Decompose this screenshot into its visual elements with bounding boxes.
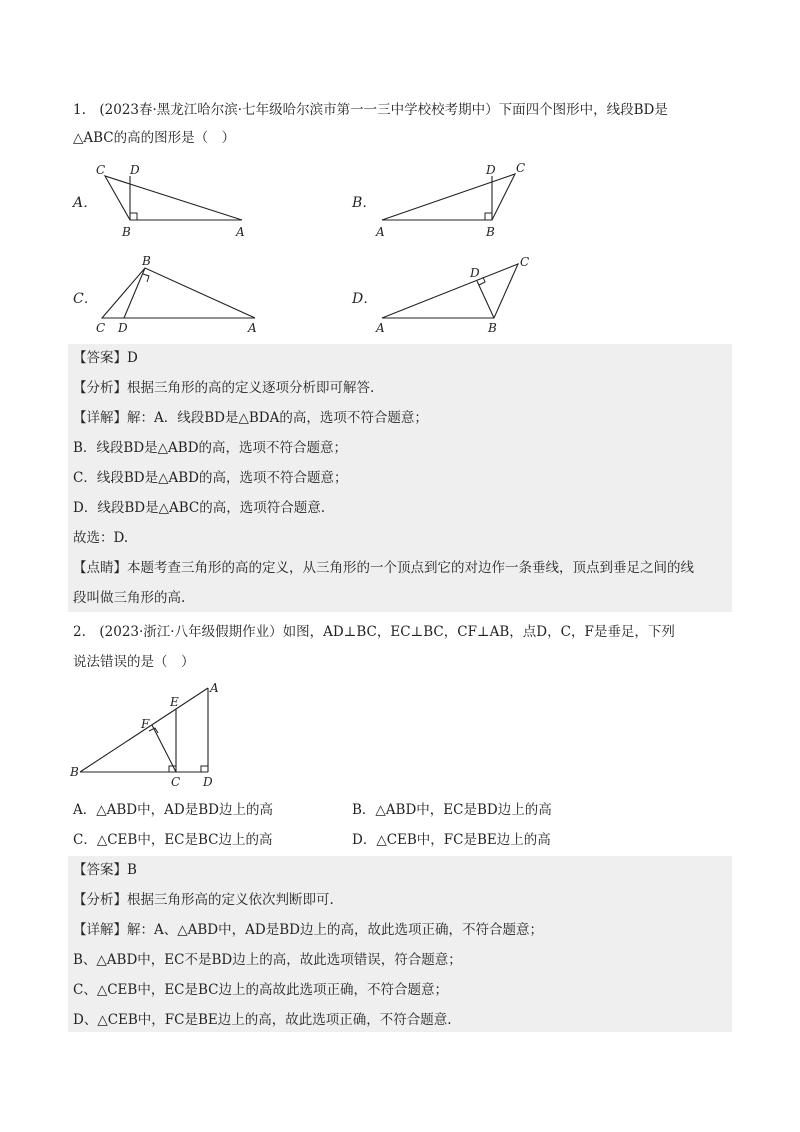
- q2-label-e: E: [170, 695, 179, 709]
- q1-figure-c: [90, 252, 270, 336]
- q1a-label-d: D: [130, 163, 140, 177]
- q1-option-c-label: C．: [73, 291, 98, 307]
- q2-option-a: A．△ABD中，AD是BD边上的高: [73, 802, 273, 818]
- q1-figure-b: [370, 158, 550, 242]
- q2-label-d: D: [203, 775, 213, 788]
- q2-label-b: B: [70, 765, 79, 779]
- q2-option-b: B．△ABD中，EC是BD边上的高: [352, 802, 552, 818]
- q1c-label-b: B: [142, 254, 151, 268]
- q1-answer-line-3: 【详解】解：A．线段BD是△BDA的高，选项不符合题意；: [73, 410, 428, 426]
- q1-answer-line-8: 【点睛】本题考查三角形的高的定义，从三角形的一个顶点到它的对边作一条垂线，顶点到垂足之间的线: [73, 560, 694, 576]
- q1-answer-line-4: B．线段BD是△ABD的高，选项不符合题意；: [73, 440, 348, 456]
- q1a-label-b: B: [122, 225, 131, 239]
- q2-option-c: C．△CEB中，EC是BC边上的高: [73, 832, 273, 848]
- q1d-label-d: D: [470, 266, 480, 280]
- q1b-label-b: B: [486, 225, 495, 239]
- q2-label-a: A: [210, 681, 219, 695]
- q2-answer-line-3: 【详解】解：A、△ABD中，AD是BD边上的高，故此选项正确，不符合题意；: [73, 922, 543, 938]
- q2-answer-box: [68, 856, 732, 1032]
- q2-label-f: F: [141, 717, 150, 731]
- q2-answer-line-2: 【分析】根据三角形高的定义依次判断即可.: [73, 892, 334, 908]
- q1-figure-d: [370, 252, 550, 336]
- q1c-label-c: C: [96, 321, 106, 335]
- q1-figure-a: [90, 158, 270, 242]
- q2-label-c: C: [171, 775, 181, 788]
- q1d-label-c: C: [520, 255, 530, 269]
- q2-answer-line-4: B、△ABD中，EC不是BD边上的高，故此选项错误，符合题意；: [73, 952, 462, 968]
- q2-answer-line-6: D、△CEB中，FC是BE边上的高，故此选项正确，不符合题意.: [73, 1012, 452, 1028]
- q2-answer-line-1: 【答案】B: [73, 862, 137, 878]
- q2-stem-line1: 2. (2023·浙江·八年级假期作业）如图，AD⊥BC，EC⊥BC，CF⊥AB，点D，C，F是垂足，下列: [73, 624, 675, 640]
- q2-figure: [68, 680, 238, 788]
- q2-answer-line-5: C、△CEB中，EC是BC边上的高故此选项正确，不符合题意；: [73, 982, 449, 998]
- q2-stem-line2: 说法错误的是（ ）: [73, 654, 195, 670]
- q1-answer-line-7: 故选：D.: [73, 530, 129, 546]
- q1-answer-line-2: 【分析】根据三角形的高的定义逐项分析即可解答.: [73, 380, 375, 396]
- q1c-label-d: D: [118, 321, 128, 335]
- q1-option-a-label: A．: [73, 195, 98, 211]
- q1-answer-line-5: C．线段BD是△ABD的高，选项不符合题意；: [73, 470, 348, 486]
- q1d-label-b: B: [488, 321, 497, 335]
- q1-option-b-label: B．: [352, 195, 377, 211]
- q1c-label-a: A: [248, 321, 257, 335]
- q1-answer-line-9: 段叫做三角形的高.: [73, 590, 186, 606]
- q1b-label-c: C: [516, 161, 526, 175]
- q1b-label-a: A: [376, 225, 385, 239]
- q1a-label-a: A: [236, 225, 245, 239]
- q1a-label-c: C: [96, 163, 106, 177]
- q1-option-d-label: D．: [352, 291, 378, 307]
- q1-answer-line-6: D．线段BD是△ABC的高，选项符合题意.: [73, 500, 325, 516]
- q1-stem-line1: 1. (2023春·黑龙江哈尔滨·七年级哈尔滨市第一一三中学校校考期中）下面四个图形中，线段BD是: [73, 102, 668, 118]
- q1b-label-d: D: [486, 163, 496, 177]
- q1-stem-line2: △ABC的高的图形是（ ）: [73, 130, 236, 146]
- q1-answer-line-1: 【答案】D: [73, 350, 138, 366]
- q1d-label-a: A: [376, 321, 385, 335]
- q2-option-d: D．△CEB中，FC是BE边上的高: [352, 832, 551, 848]
